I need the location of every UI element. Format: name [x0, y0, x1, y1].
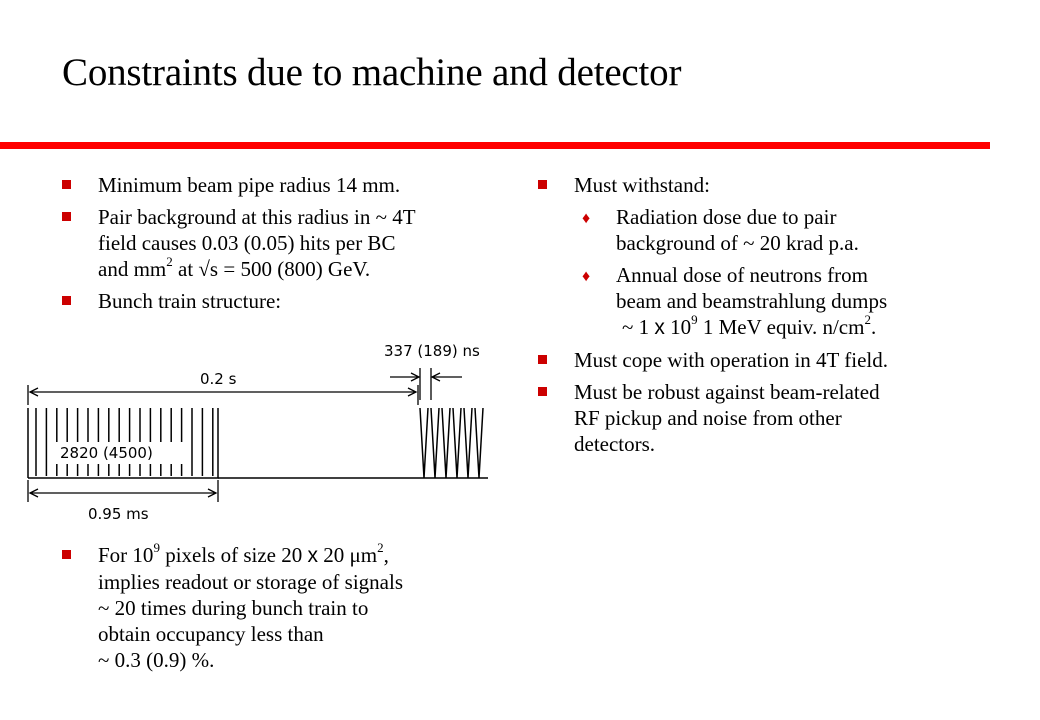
- bunch-spike: [453, 408, 461, 478]
- text-span: at √s = 500 (800) GeV.: [172, 257, 371, 281]
- sub-bullets: [574, 204, 1004, 341]
- bullet-must-withstand: [574, 172, 1004, 341]
- bullet-beam-pipe: [98, 172, 518, 198]
- diamond-bullet-icon: ♦: [582, 210, 591, 227]
- bullet-text-line: ~ 0.3 (0.9) %.: [98, 648, 215, 672]
- superscript: 2: [864, 312, 871, 327]
- text-span: 20 μm: [318, 543, 378, 567]
- bullet-text-line: Pair background at this radius in ~ 4T: [98, 205, 416, 229]
- text-span: For 10: [98, 543, 154, 567]
- slide-title: Constraints due to machine and detector: [62, 51, 682, 94]
- superscript: 9: [691, 312, 698, 327]
- bullet-square-icon: [62, 296, 71, 305]
- sub-bullet-neutrons: [582, 262, 1004, 341]
- text-span: pixels of size 20: [159, 543, 308, 567]
- right-bullets: [574, 172, 1004, 457]
- title-divider: [0, 142, 990, 149]
- bullet-bunch-train: [98, 288, 518, 314]
- period-dimension: [28, 385, 418, 405]
- spacing-label: 337 (189) ns: [384, 342, 480, 360]
- bullet-pixels: [98, 542, 518, 673]
- bullet-text-line: RF pickup and noise from other: [574, 406, 842, 430]
- sub-text-line: background of ~ 20 krad p.a.: [616, 231, 859, 255]
- bullet-text: Minimum beam pipe radius 14 mm.: [98, 173, 401, 197]
- superscript: 9: [153, 540, 160, 555]
- times-sign: x: [654, 316, 665, 339]
- bullet-square-icon: [62, 212, 71, 221]
- bullet-text-line: [98, 256, 518, 282]
- train-duration-label: 0.95 ms: [88, 505, 149, 523]
- sub-text-line: Radiation dose due to pair: [616, 205, 837, 229]
- bunch-spike: [431, 408, 439, 478]
- bullet-text-line: obtain occupancy less than: [98, 622, 324, 646]
- left-bullets-top: [98, 172, 518, 314]
- left-bullets-bottom: [98, 542, 518, 673]
- bunch-spike: [420, 408, 428, 478]
- text-span: ~ 1: [622, 315, 655, 339]
- bullet-text-line: [98, 542, 518, 569]
- bullet-square-icon: [62, 180, 71, 189]
- bullet-text-line: implies readout or storage of signals: [98, 570, 404, 594]
- bunch-spike: [442, 408, 450, 478]
- bunch-spike: [464, 408, 472, 478]
- text-span: 10: [664, 315, 692, 339]
- sub-bullet-radiation: [582, 204, 1004, 256]
- bullet-text: Must withstand:: [574, 173, 710, 197]
- bullet-square-icon: [62, 550, 71, 559]
- bullet-text-line: field causes 0.03 (0.05) hits per BC: [98, 231, 396, 255]
- superscript: 2: [166, 254, 173, 269]
- train-two: [420, 408, 483, 478]
- bullet-square-icon: [538, 387, 547, 396]
- bullet-text: Must cope with operation in 4T field.: [574, 348, 888, 372]
- sub-text-line: [616, 314, 1004, 341]
- bunch-spike: [475, 408, 483, 478]
- bullet-square-icon: [538, 180, 547, 189]
- bunch-count-label: 2820 (4500): [60, 444, 153, 462]
- text-span: and mm: [98, 257, 167, 281]
- bullet-text: Bunch train structure:: [98, 289, 282, 313]
- bullet-text-line: ~ 20 times during bunch train to: [98, 596, 369, 620]
- bullet-pair-background: [98, 204, 518, 282]
- diamond-bullet-icon: ♦: [582, 268, 591, 285]
- text-span: 1 MeV equiv. n/cm: [697, 315, 865, 339]
- sub-text-line: Annual dose of neutrons from: [616, 263, 868, 287]
- bullet-square-icon: [538, 355, 547, 364]
- period-label: 0.2 s: [200, 370, 237, 388]
- bullet-text-line: detectors.: [574, 432, 656, 456]
- bunch-train-diagram: [0, 330, 520, 530]
- train-duration-dimension: [28, 480, 218, 502]
- bullet-rf-pickup: [574, 379, 1004, 457]
- text-span: ,: [383, 543, 389, 567]
- times-sign: x: [307, 544, 318, 567]
- sub-text-line: beam and beamstrahlung dumps: [616, 289, 888, 313]
- superscript: 2: [377, 540, 384, 555]
- spacing-dimension: [390, 368, 462, 400]
- text-span: .: [870, 315, 877, 339]
- bullet-text-line: Must be robust against beam-related: [574, 380, 880, 404]
- bullet-4t-field: [574, 347, 1004, 373]
